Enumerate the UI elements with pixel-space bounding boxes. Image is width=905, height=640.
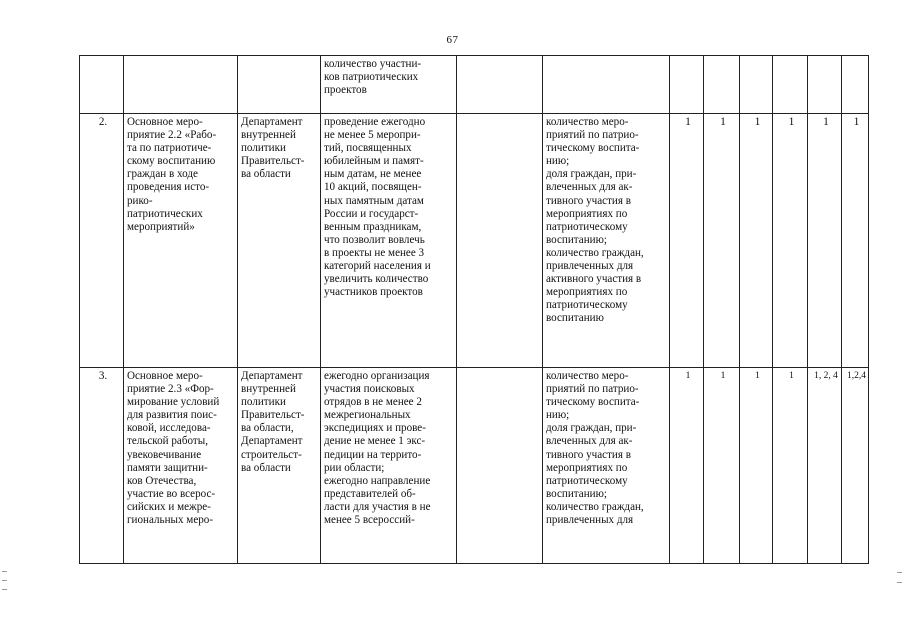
executor-cell: Департамент внутренней политики Правительст- ва области, Департамент строительст- ва области	[238, 368, 321, 564]
row-number: 2.	[80, 114, 124, 368]
scan-margin-mark	[2, 589, 7, 590]
scan-margin-mark	[897, 572, 902, 573]
value-cell: 1	[670, 114, 704, 368]
value-cell: 1	[740, 114, 773, 368]
scan-margin-mark	[897, 582, 902, 583]
value-cell	[670, 56, 704, 114]
indicator-cell	[543, 56, 670, 114]
result-cell: проведение ежегодно не менее 5 меропри- тий, посвященных юбилейным и памят- ным датам, не менее 10 акций, посвящен- ных памятным датам России и государст- венным праздникам, что позволит вовлечь в проекты не менее 3 категорий населения и увеличить количество участников проектов	[321, 114, 457, 368]
extra-cell	[457, 368, 543, 564]
value-cell: 1	[808, 114, 842, 368]
extra-cell	[457, 114, 543, 368]
value-cell	[740, 56, 773, 114]
program-table	[79, 55, 869, 564]
value-cell: 1	[842, 114, 869, 368]
table-row	[80, 368, 869, 564]
value-cell	[808, 56, 842, 114]
value-cell: 1	[704, 368, 740, 564]
value-cell	[704, 56, 740, 114]
executor-cell: Департамент внутренней политики Правительст- ва области	[238, 114, 321, 368]
event-cell	[124, 56, 238, 114]
scan-margin-mark	[2, 571, 7, 572]
value-cell: 1,2,4	[842, 368, 869, 564]
row-number	[80, 56, 124, 114]
page-number: 67	[446, 34, 459, 46]
value-cell	[773, 56, 808, 114]
event-cell: Основное меро- приятие 2.3 «Фор- мирование условий для развития поис- ковой, исследова- тельской работы, увековечивание памяти защитни- ков Отечества, участие во всерос- сийских и межре- гиональных меро-	[124, 368, 238, 564]
indicator-cell: количество меро- приятий по патрио- тическому воспита- нию; доля граждан, при- влеченных для ак- тивного участия в мероприятиях по патриотическому воспитанию; количество граждан, привлеченных для	[543, 368, 670, 564]
value-cell: 1	[704, 114, 740, 368]
result-cell: количество участни- ков патриотических проектов	[321, 56, 457, 114]
value-cell: 1	[670, 368, 704, 564]
value-cell: 1	[773, 368, 808, 564]
value-cell	[842, 56, 869, 114]
result-cell: ежегодно организация участия поисковых отрядов в не менее 2 межрегиональных экспедициях и прове- дение не менее 1 экс- педиции на террито- рии области; ежегодно направление представителей об- ласти для участия в не менее 5 всероссий-	[321, 368, 457, 564]
value-cell: 1	[773, 114, 808, 368]
extra-cell	[457, 56, 543, 114]
executor-cell	[238, 56, 321, 114]
value-cell: 1	[740, 368, 773, 564]
row-number: 3.	[80, 368, 124, 564]
table-row	[80, 114, 869, 368]
scan-margin-mark	[2, 580, 7, 581]
event-cell: Основное меро- приятие 2.2 «Рабо- та по патриотиче- скому воспитанию граждан в ходе проведения исто- рико- патриотических мероприятий»	[124, 114, 238, 368]
table-row	[80, 56, 869, 114]
value-cell: 1, 2, 4	[808, 368, 842, 564]
indicator-cell: количество меро- приятий по патрио- тическому воспита- нию; доля граждан, при- влеченных для ак- тивного участия в мероприятиях по патриотическому воспитанию; количество граждан, привлеченных для активного участия в мероприятиях по патриотическому воспитанию	[543, 114, 670, 368]
